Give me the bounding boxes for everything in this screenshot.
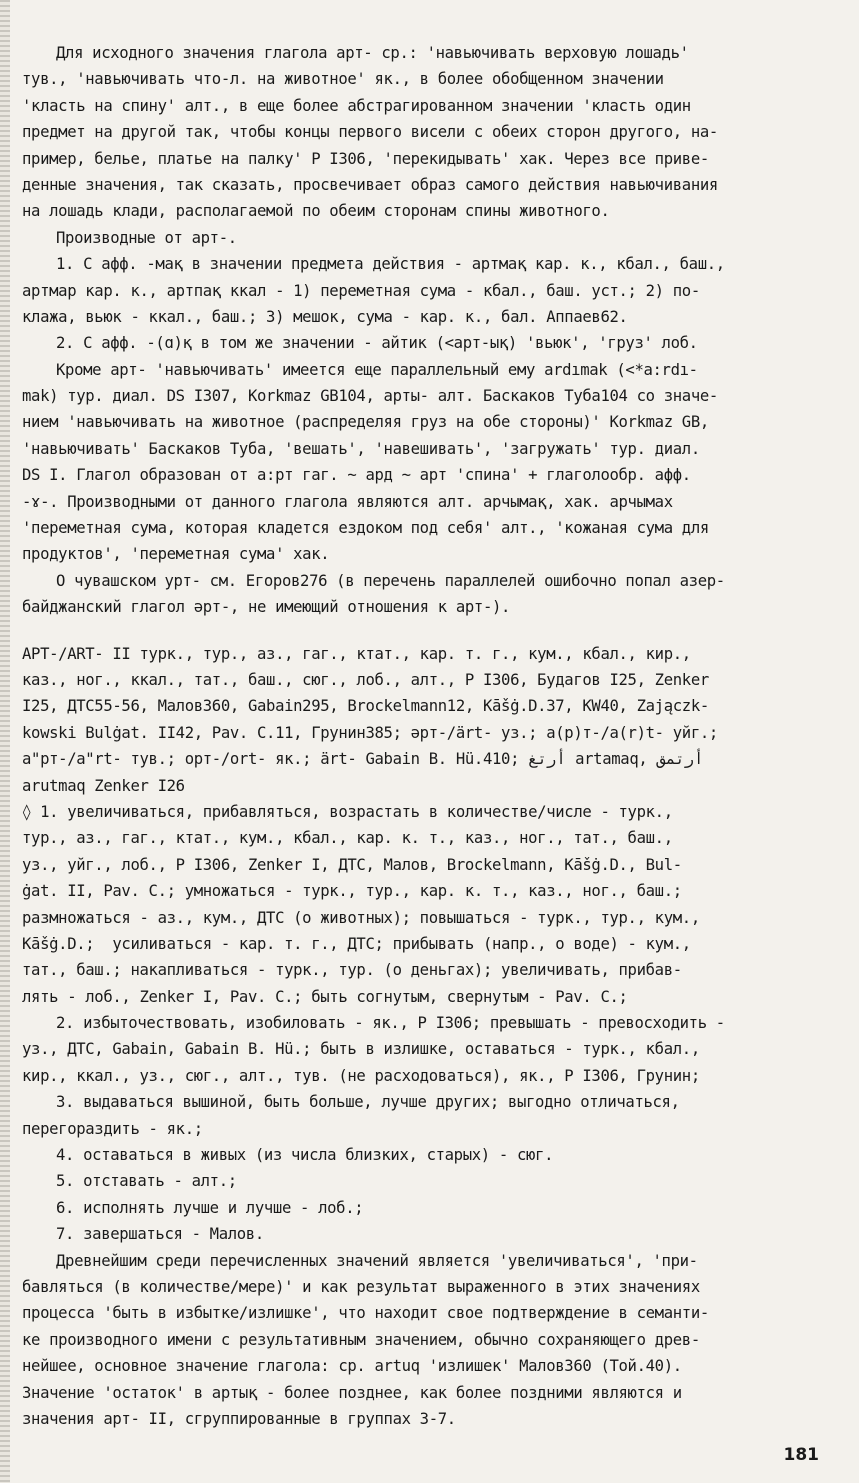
section-gap bbox=[22, 621, 840, 641]
text-line: 'навьючивать' Баскаков Туба, 'вешать', 'навешивать', 'загружать' тур. диал. bbox=[22, 439, 700, 458]
text-line: тув., 'навьючивать что-л. на животное' як., в более обобщенном значении bbox=[22, 70, 664, 89]
scanned-page-edge bbox=[0, 0, 10, 1483]
text-line: уз., ДТС, Gabain, Gabain В. Hü.; быть в излишке, оставаться - турк., кбал., bbox=[22, 1040, 700, 1059]
text-line: 1. С афф. -мақ в значении предмета действия - артмақ кар. к., кбал., баш., bbox=[56, 255, 725, 274]
text-line: 2. избыточествовать, изобиловать - як., Р I306; превышать - превосходить - bbox=[56, 1014, 725, 1033]
text-line: О чувашском урт- см. Егоров276 (в перечень параллелей ошибочно попал азер- bbox=[56, 571, 725, 590]
meaning-3 bbox=[22, 1089, 840, 1142]
text-line: байджанский глагол әрт-, не имеющий отношения к арт-). bbox=[22, 598, 511, 617]
text-line: значения арт- II, сгруппированные в группах 3-7. bbox=[22, 1409, 456, 1428]
text-line: mak) тур. диал. DS I307, Korkmaz GB104, арты- алт. Баскаков Туба104 со значе- bbox=[22, 387, 718, 406]
paragraph-original-meaning bbox=[22, 40, 840, 225]
text-line: 2. С афф. -(ɑ)қ в том же значении - айтик (<арт-ық) 'вьюк', 'груз' лоб. bbox=[56, 334, 698, 353]
text-line: Значение 'остаток' в артық - более позднее, как более поздними являются и bbox=[22, 1383, 682, 1402]
text-line: клажа, вьюк - ккал., баш.; 3) мешок, сума - кар. к., бал. Аппаев62. bbox=[22, 307, 628, 326]
text-line: ġat. II, Pav. C.; умножаться - турк., тур., кар. к. т., каз., ног., баш.; bbox=[22, 882, 682, 901]
text-line: 'переметная сума, которая кладется ездоком под себя' алт., 'кожаная сума для bbox=[22, 519, 709, 538]
text-line: на лошадь клади, располагаемой по обеим сторонам спины животного. bbox=[22, 202, 610, 221]
page-number: 181 bbox=[783, 1445, 819, 1465]
meaning-1 bbox=[22, 799, 840, 1010]
text-line: бавляться (в количестве/мере)' и как результат выраженного в этих значениях bbox=[22, 1277, 700, 1296]
text-line: предмет на другой так, чтобы концы первого висели с обеих сторон другого, на- bbox=[22, 123, 718, 142]
text-line: 5. отставать - алт.; bbox=[56, 1172, 237, 1191]
text-line: 7. завершаться - Малов. bbox=[56, 1225, 264, 1244]
dictionary-entry-header bbox=[22, 641, 840, 799]
text-line: 'класть на спину' алт., в еще более абстрагированном значении 'класть один bbox=[22, 96, 691, 115]
paragraph-derivatives-heading bbox=[22, 225, 840, 251]
text-line: 6. исполнять лучше и лучше - лоб.; bbox=[56, 1198, 364, 1217]
text-line: ◊ 1. увеличиваться, прибавляться, возрастать в количестве/числе - турк., bbox=[22, 802, 673, 821]
paragraph-chuvash-note bbox=[22, 568, 840, 621]
text-line: arutmaq Zenker I26 bbox=[22, 776, 185, 795]
text-line: нейшее, основное значение глагола: ср. artuq 'излишек' Малов360 (Той.40). bbox=[22, 1357, 682, 1376]
text-line: kowski Bulġat. II42, Pav. C.11, Грунин385; әрт-/ärt- уз.; а(р)т-/а(r)t- уйг.; bbox=[22, 723, 718, 742]
text-line: продуктов', 'переметная сума' хак. bbox=[22, 545, 330, 564]
text-line: DS I. Глагол образован от а:рт гаг. ~ ард ~ арт 'спина' + глаголообр. афф. bbox=[22, 466, 691, 485]
text-line: перегораздить - як.; bbox=[22, 1119, 203, 1138]
paragraph-derivative-2 bbox=[22, 330, 840, 568]
text-line: 4. оставаться в живых (из числа близких, старых) - сюг. bbox=[56, 1146, 554, 1165]
text-line: тур., аз., гаг., ктат., кум., кбал., кар. к. т., каз., ног., тат., баш., bbox=[22, 829, 673, 848]
paragraph-derivative-1 bbox=[22, 251, 840, 330]
text-line: I25, ДТС55-56, Малов360, Gabain295, Brockelmann12, Kāšġ.D.37, KW40, Zajączk- bbox=[22, 697, 709, 716]
text-line: Для исходного значения глагола арт- ср.: 'навьючивать верховую лошадь' bbox=[56, 44, 689, 62]
text-line: АРТ-/АRT- II турк., тур., аз., гаг., ктат., кар. т. г., кум., кбал., кир., bbox=[22, 644, 691, 663]
text-line: Кроме арт- 'навьючивать' имеется еще параллельный ему ardımak (<*a:rdı- bbox=[56, 360, 698, 379]
text-line: размножаться - аз., кум., ДТС (о животных); повышаться - турк., тур., кум., bbox=[22, 908, 700, 927]
text-line: Производные от арт-. bbox=[56, 228, 237, 247]
text-line: уз., уйг., лоб., Р I306, Zenker I, ДТС, Малов, Brockelmann, Kāšġ.D., Bul- bbox=[22, 855, 682, 874]
text-line: каз., ног., ккал., тат., баш., сюг., лоб., алт., Р I306, Будагов I25, Zenker bbox=[22, 670, 709, 689]
meaning-6 bbox=[22, 1195, 840, 1221]
text-line: артмар кар. к., артпақ ккал - 1) переметная сума - кбал., баш. уст.; 2) по- bbox=[22, 281, 700, 300]
text-line: Древнейшим среди перечисленных значений является 'увеличиваться', 'при- bbox=[56, 1251, 698, 1270]
text-line: процесса 'быть в избытке/излишке', что находит свое подтверждение в семанти- bbox=[22, 1304, 709, 1323]
text-line: а"рт-/а"rt- тув.; орт-/ort- як.; ärt- Gabain В. Hü.410; أرتغ artamaq, أرتمق bbox=[22, 750, 704, 769]
text-line: тат., баш.; накапливаться - турк., тур. (о деньгах); увеличивать, прибав- bbox=[22, 961, 682, 980]
text-line: лять - лоб., Zenker I, Pav. C.; быть согнутым, свернутым - Pav. C.; bbox=[22, 987, 628, 1006]
text-line: -ɤ-. Производными от данного глагола являются алт. арчымақ, хак. арчымах bbox=[22, 492, 673, 511]
text-line: ке производного имени с результативным значением, обычно сохраняющего древ- bbox=[22, 1330, 700, 1349]
text-line: нием 'навьючивать на животное (распределяя груз на обе стороны)' Korkmaz GB, bbox=[22, 413, 709, 432]
meaning-4 bbox=[22, 1142, 840, 1168]
page-text bbox=[22, 40, 840, 1432]
meaning-7 bbox=[22, 1221, 840, 1247]
text-line: Kāšġ.D.; усиливаться - кар. т. г., ДТС; прибывать (напр., о воде) - кум., bbox=[22, 934, 691, 953]
text-line: пример, белье, платье на палку' Р I306, 'перекидывать' хак. Через все приве- bbox=[22, 149, 709, 168]
text-line: кир., ккал., уз., сюг., алт., тув. (не расходоваться), як., Р I306, Грунин; bbox=[22, 1066, 700, 1085]
meaning-2 bbox=[22, 1010, 840, 1089]
meaning-5 bbox=[22, 1168, 840, 1194]
text-line: 3. выдаваться вышиной, быть больше, лучше других; выгодно отличаться, bbox=[56, 1093, 680, 1112]
text-line: денные значения, так сказать, просвечивает образ самого действия навьючивания bbox=[22, 175, 718, 194]
paragraph-conclusion bbox=[22, 1248, 840, 1433]
